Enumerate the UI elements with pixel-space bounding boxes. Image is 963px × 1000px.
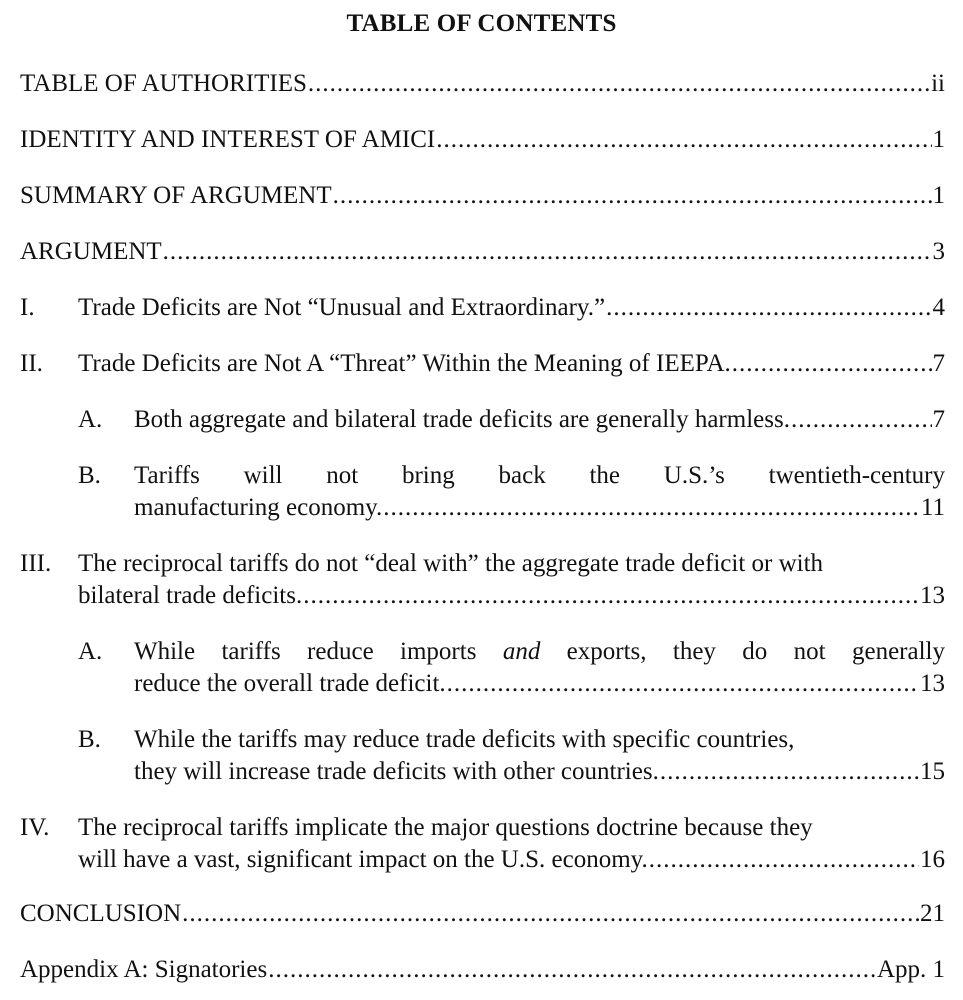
toc-page-number: 13 — [920, 670, 945, 697]
toc-entry-text: ARGUMENT — [20, 238, 162, 265]
toc-page-number: 7 — [932, 406, 945, 433]
toc-entry-text: Trade Deficits are Not “Unusual and Extraordinary.” — [78, 294, 606, 321]
toc-entry-section-iii-a[interactable] — [78, 636, 945, 700]
toc-entry-text-line-2: manufacturing economy. — [134, 494, 383, 521]
toc-entry-text: CONCLUSION — [20, 900, 182, 927]
toc-entry-number: A. — [78, 406, 103, 433]
toc-entry-number: IV. — [20, 814, 50, 841]
dot-leader — [606, 292, 931, 324]
dot-leader — [436, 124, 931, 156]
toc-entry-text-line-2: reduce the overall trade deficit. — [134, 670, 446, 697]
toc-page-number: 13 — [920, 582, 945, 609]
toc-entry-number: III. — [20, 550, 52, 577]
toc-entry-identity-and-interest[interactable] — [20, 124, 945, 156]
toc-page-number: App. 1 — [876, 956, 945, 983]
toc-page-number: ii — [931, 70, 945, 97]
toc-entry-text-line-1: The reciprocal tariffs implicate the major questions doctrine because they — [78, 814, 813, 841]
toc-page-number: 11 — [920, 494, 945, 521]
toc-entry-conclusion[interactable] — [20, 898, 945, 930]
toc-entry-text-line-2: will have a vast, significant impact on the U.S. economy. — [78, 846, 648, 873]
toc-entry-appendix-a[interactable] — [20, 954, 945, 986]
toc-page-number: 16 — [920, 846, 945, 873]
toc-page-number: 1 — [932, 182, 945, 209]
toc-page-number: 21 — [920, 900, 945, 927]
toc-entry-section-ii[interactable] — [20, 348, 945, 380]
toc-entry-section-i[interactable] — [20, 292, 945, 324]
toc-entry-summary-of-argument[interactable] — [20, 180, 945, 212]
toc-entry-section-iv[interactable] — [20, 812, 945, 876]
toc-entry-number: I. — [20, 294, 35, 321]
toc-page-number: 4 — [932, 294, 945, 321]
toc-entry-section-iii-b[interactable] — [78, 724, 945, 788]
toc-entry-text-line-1: Tariffs will not bring back the U.S.’s twentieth-century — [134, 462, 945, 489]
toc-entry-section-iii[interactable] — [20, 548, 945, 612]
dot-leader — [303, 580, 919, 612]
toc-entry-number: B. — [78, 726, 101, 753]
dot-leader — [447, 668, 919, 700]
dot-leader — [383, 492, 920, 524]
toc-entry-text: SUMMARY OF ARGUMENT — [20, 182, 332, 209]
toc-page-number: 3 — [932, 238, 945, 265]
toc-entry-section-ii-b[interactable] — [78, 460, 945, 524]
toc-entry-text: Appendix A: Signatories — [20, 956, 268, 983]
page-title: TABLE OF CONTENTS — [346, 10, 617, 37]
toc-entry-number: II. — [20, 350, 43, 377]
dot-leader — [732, 348, 932, 380]
dot-leader — [333, 180, 932, 212]
emphasis-text: and — [502, 638, 541, 665]
dot-leader — [791, 404, 932, 436]
toc-entry-text-line-1: The reciprocal tariffs do not “deal with” the aggregate trade deficit or with — [78, 550, 824, 577]
toc-entry-text: IDENTITY AND INTEREST OF AMICI — [20, 126, 436, 153]
toc-entry-text: Both aggregate and bilateral trade deficits are generally harmless. — [134, 406, 790, 433]
toc-entry-text: TABLE OF AUTHORITIES — [20, 70, 307, 97]
toc-entry-argument[interactable] — [20, 236, 945, 268]
dot-leader — [163, 236, 932, 268]
toc-entry-section-ii-a[interactable] — [78, 404, 945, 436]
dot-leader — [182, 898, 919, 930]
dot-leader — [308, 68, 930, 100]
toc-entry-text-line-2: bilateral trade deficits. — [78, 582, 303, 609]
dot-leader — [660, 756, 919, 788]
toc-page-number: 15 — [920, 758, 945, 785]
toc-entry-text-line-1: While the tariffs may reduce trade deficits with specific countries, — [134, 726, 795, 753]
toc-entry-text-line-1: While tariffs reduce imports and exports, they do not generally — [134, 638, 945, 665]
toc-entry-table-of-authorities[interactable] — [20, 68, 945, 100]
toc-entry-text: Trade Deficits are Not A “Threat” Within the Meaning of IEEPA. — [78, 350, 731, 377]
dot-leader — [649, 844, 919, 876]
toc-page-number: 1 — [932, 126, 945, 153]
toc-page-number: 7 — [932, 350, 945, 377]
dot-leader — [268, 954, 876, 986]
toc-entry-number: B. — [78, 462, 101, 489]
toc-entry-number: A. — [78, 638, 103, 665]
toc-entry-text-line-2: they will increase trade deficits with other countries. — [134, 758, 659, 785]
